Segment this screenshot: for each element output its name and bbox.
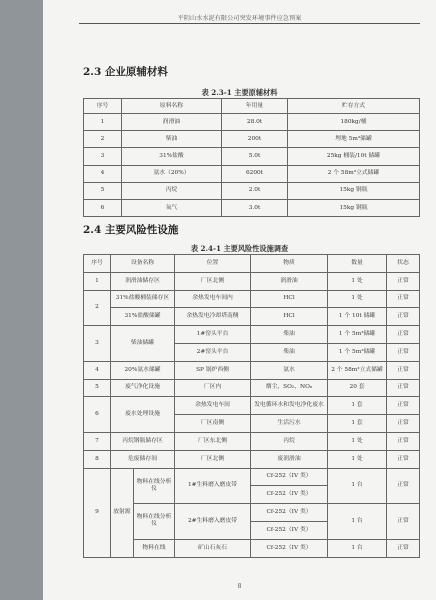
table-cell: 正常 [387, 361, 420, 379]
table-cell: 放射源 [111, 468, 134, 557]
table-row [84, 450, 420, 468]
table-cell: 润滑油 [122, 114, 222, 131]
table-cell: Cf-252（IV 类） [251, 486, 328, 504]
table-cell: 20%氨水储罐 [111, 361, 175, 379]
table-cell: 200t [222, 131, 288, 148]
table-cell: 正常 [387, 397, 420, 415]
table-cell: 5.0t [222, 148, 288, 165]
table-row [84, 148, 420, 165]
table-cell: 正常 [387, 343, 420, 361]
table-cell: 2 [84, 290, 111, 326]
table-header-row [84, 255, 420, 273]
table-cell: 2#生料磨入磨皮带 [175, 504, 251, 540]
table-cell: 余热发电冷却塔南侧 [175, 308, 251, 326]
header-cell: 位置 [175, 255, 251, 273]
table-row [84, 504, 420, 522]
table-row [84, 361, 420, 379]
table-cell: 生活污水 [251, 415, 328, 433]
table-row [84, 290, 420, 308]
table-cell: 发电循环水和发电净化废水 [251, 397, 328, 415]
table-cell: 15kg 钢瓶 [288, 199, 420, 216]
table-cell: 正常 [387, 468, 420, 504]
section-heading-2-3: 2.3 企业原辅材料 [83, 66, 168, 78]
table-cell: 余热发电车间 [175, 397, 251, 415]
table-cell: 1 套 [328, 415, 387, 433]
table1-caption: 表 2.3-1 主要原辅材料 [201, 88, 278, 97]
header-cell: 序号 [84, 255, 111, 273]
header-cell: 年用量 [222, 99, 288, 114]
table-cell: Cf-252（IV 类） [251, 504, 328, 522]
table-cell: 1#生料磨入磨皮带 [175, 468, 251, 504]
table-cell: 丙烷 [122, 182, 222, 199]
table-cell: 2.0t [222, 182, 288, 199]
table-cell: 烟尘、SO₂、NOₓ [251, 379, 328, 397]
table-cell: 氨水 [251, 361, 328, 379]
table-cell: 3 [84, 326, 111, 362]
table-cell: 1 处 [328, 432, 387, 450]
table-cell: 润滑油 [251, 272, 328, 290]
table-cell: 正常 [387, 290, 420, 308]
table-cell: 物料在线分析仪 [134, 468, 175, 504]
table-cell: 余热发电车间内 [175, 290, 251, 308]
table-cell: 正常 [387, 415, 420, 433]
raw-materials-table [83, 98, 420, 217]
table-cell: SP 锅炉西侧 [175, 361, 251, 379]
table-cell: 1 台 [328, 504, 387, 540]
table-cell: 1 处 [328, 272, 387, 290]
table-cell: HCl [251, 290, 328, 308]
table-cell: 氨水（20%） [122, 165, 222, 182]
table-cell: 1 个 10t 储罐 [328, 308, 387, 326]
table-cell: 5 [84, 182, 122, 199]
table-cell: 1 处 [328, 450, 387, 468]
table-cell: 埋地 5m³储罐 [288, 131, 420, 148]
running-header: 平阴山水水泥有限公司突发环境事件应急预案 [177, 15, 302, 22]
table-cell: 正常 [387, 272, 420, 290]
table-cell: 180kg/桶 [288, 114, 420, 131]
header-cell: 物质 [251, 255, 328, 273]
table-cell: 2 个 58m³立式储罐 [328, 361, 387, 379]
table-cell: 1 个 5m³储罐 [328, 326, 387, 344]
table-cell: 1 台 [328, 539, 387, 557]
table-cell: 柴油 [251, 326, 328, 344]
table-row [84, 539, 420, 557]
table-cell: 1 处 [328, 290, 387, 308]
table-row [84, 114, 420, 131]
table-cell: 厂区北侧 [175, 450, 251, 468]
table-cell: 6200t [222, 165, 288, 182]
table-cell: 正常 [387, 379, 420, 397]
table-cell: HCl [251, 308, 328, 326]
table-cell: 正常 [387, 504, 420, 540]
table-row [84, 326, 420, 344]
table-cell: 8 [84, 450, 111, 468]
document-page [43, 0, 436, 600]
table-cell: 物料在线分析仪 [134, 504, 175, 540]
table-cell: 5 [84, 379, 111, 397]
table-cell: Cf-252（IV 类） [251, 521, 328, 539]
table-cell: 柴油 [122, 131, 222, 148]
table-cell: 正常 [387, 308, 420, 326]
table-cell: 物料在线 [134, 539, 175, 557]
table-cell: 2 个 58m³立式储罐 [288, 165, 420, 182]
table-cell: 20 套 [328, 379, 387, 397]
table-cell: 正常 [387, 539, 420, 557]
table-cell: 丙烷 [251, 432, 328, 450]
table-cell: 6 [84, 397, 111, 433]
table-cell: 3.0t [222, 199, 288, 216]
table-cell: 15kg 钢瓶 [288, 182, 420, 199]
table-cell: 2 [84, 131, 122, 148]
header-cell: 设备名称 [111, 255, 175, 273]
table-cell: 1#窑头平台 [175, 326, 251, 344]
table-cell: 25kg 桶装/10t 储罐 [288, 148, 420, 165]
header-cell: 状态 [387, 255, 420, 273]
table-cell: 7 [84, 432, 111, 450]
table-row [84, 468, 420, 486]
table-cell: 4 [84, 361, 111, 379]
table-row [84, 308, 420, 326]
table-cell: 厂区东北侧 [175, 432, 251, 450]
table-cell: 1 [84, 272, 111, 290]
table-cell: 废润滑油 [251, 450, 328, 468]
table-cell: 柴油 [251, 343, 328, 361]
table-cell: 矿山石灰石 [175, 539, 251, 557]
table-cell: 31%盐酸桶装储存区 [111, 290, 175, 308]
table2-caption: 表 2.4-1 主要风险性设施调查 [190, 244, 289, 253]
table-cell: Cf-252（IV 类） [251, 539, 328, 557]
table-row [84, 165, 420, 182]
header-cell: 贮存方式 [288, 99, 420, 114]
table-cell: 柴油储罐 [111, 326, 175, 362]
table-row [84, 199, 420, 216]
table-cell: 31%盐酸 [122, 148, 222, 165]
table-cell: Cf-252（IV 类） [251, 468, 328, 486]
table-header-row [84, 99, 420, 114]
table-cell: 氧气 [122, 199, 222, 216]
header-cell: 数量 [328, 255, 387, 273]
table-cell: 危废储存间 [111, 450, 175, 468]
table-cell: 废水处理设施 [111, 397, 175, 433]
table-cell: 28.0t [222, 114, 288, 131]
table-row [84, 379, 420, 397]
table-row [84, 272, 420, 290]
table-row [84, 131, 420, 148]
table-row [84, 182, 420, 199]
table-cell: 1 [84, 114, 122, 131]
table-cell: 4 [84, 165, 122, 182]
table-cell: 3 [84, 148, 122, 165]
table-cell: 正常 [387, 432, 420, 450]
table-cell: 9 [84, 468, 111, 557]
table-cell: 丙烷钢瓶储存区 [111, 432, 175, 450]
table-cell: 废气净化设施 [111, 379, 175, 397]
header-cell: 序号 [84, 99, 122, 114]
table-cell: 1 台 [328, 468, 387, 504]
header-rule [79, 23, 420, 24]
section-heading-2-4: 2.4 主要风险性设施 [83, 224, 179, 236]
table-cell: 1 个 5m³储罐 [328, 343, 387, 361]
table-cell: 厂区南侧 [175, 415, 251, 433]
table-cell: 正常 [387, 450, 420, 468]
table-cell: 2#窑头平台 [175, 343, 251, 361]
table-cell: 正常 [387, 326, 420, 344]
table-cell: 6 [84, 199, 122, 216]
table-cell: 润滑油储存区 [111, 272, 175, 290]
table-cell: 厂区内 [175, 379, 251, 397]
table-row [84, 432, 420, 450]
table-row [84, 397, 420, 415]
page-number: 8 [237, 583, 242, 590]
table-cell: 1 套 [328, 397, 387, 415]
header-cell: 原料名称 [122, 99, 222, 114]
table-cell: 厂区北侧 [175, 272, 251, 290]
risk-facilities-table [83, 254, 420, 558]
table-cell: 31%盐酸储罐 [111, 308, 175, 326]
